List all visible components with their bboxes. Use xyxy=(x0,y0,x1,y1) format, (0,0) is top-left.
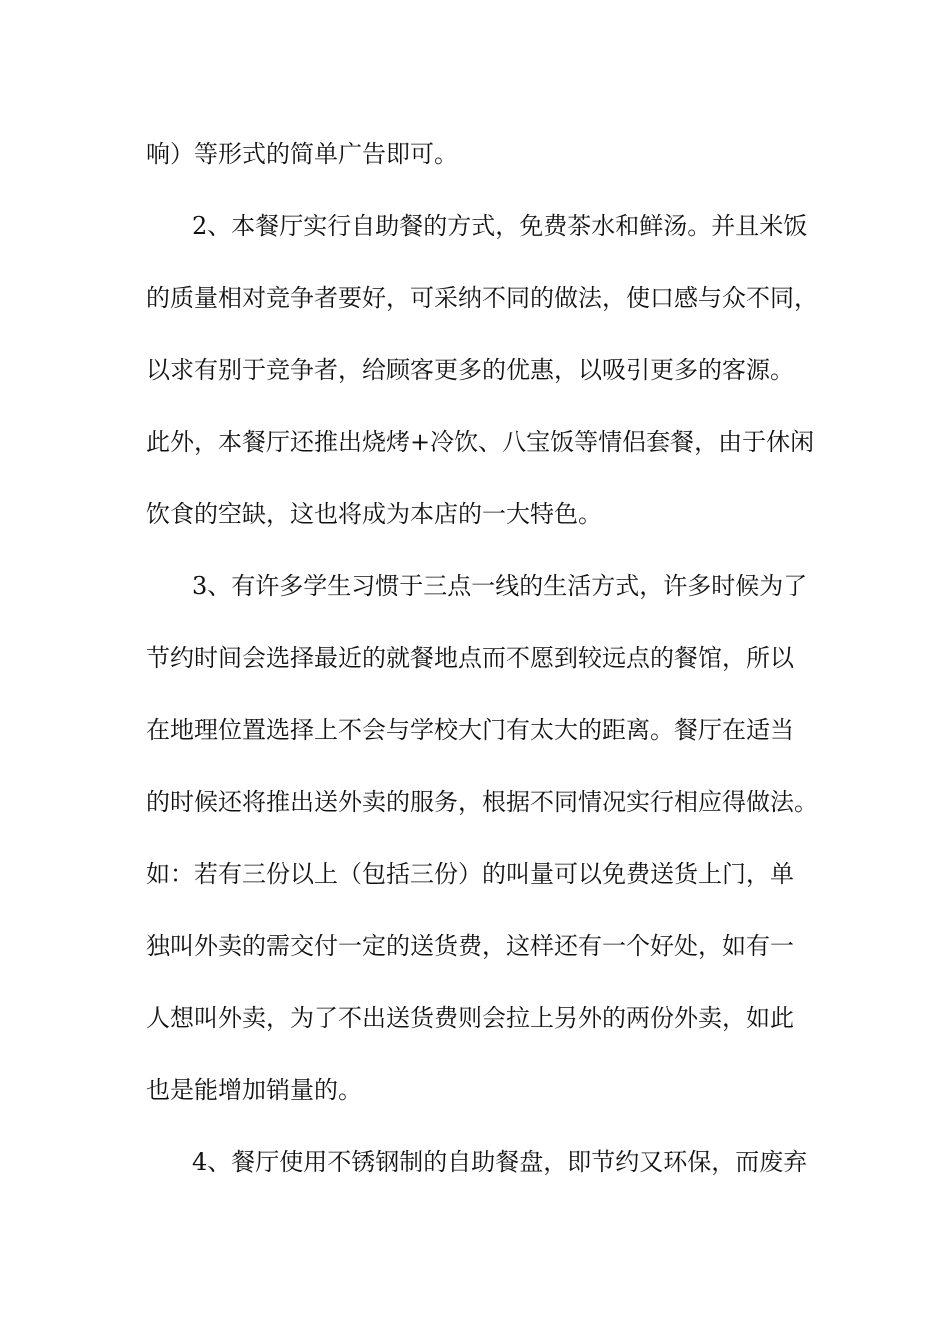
paragraph-4-line-1: 4、餐厅使用不锈钢制的自助餐盘，即节约又环保，而废弃 xyxy=(192,1148,808,1176)
paragraph-3-line-1: 3、有许多学生习惯于三点一线的生活方式，许多时候为了 xyxy=(192,572,808,600)
paragraph-3-line-7: 人想叫外卖，为了不出送货费则会拉上另外的两份外卖，如此 xyxy=(146,1004,794,1032)
paragraph-3-line-5: 如：若有三份以上（包括三份）的叫量可以免费送货上门，单 xyxy=(146,860,794,888)
paragraph-3-line-3: 在地理位置选择上不会与学校大门有太大的距离。餐厅在适当 xyxy=(146,716,794,744)
paragraph-2-line-2: 的质量相对竞争者要好，可采纳不同的做法，使口感与众不同， xyxy=(146,284,818,312)
paragraph-3-line-4: 的时候还将推出送外卖的服务，根据不同情况实行相应得做法。 xyxy=(146,788,818,816)
paragraph-2-line-5: 饮食的空缺，这也将成为本店的一大特色。 xyxy=(146,500,602,528)
paragraph-2-line-3: 以求有别于竞争者，给顾客更多的优惠，以吸引更多的客源。 xyxy=(146,356,794,384)
paragraph-2-line-4: 此外，本餐厅还推出烧烤+冷饮、八宝饭等情侣套餐，由于休闲 xyxy=(146,428,815,456)
paragraph-2-line-1: 2、本餐厅实行自助餐的方式，免费茶水和鲜汤。并且米饭 xyxy=(192,212,808,240)
paragraph-3-line-2: 节约时间会选择最近的就餐地点而不愿到较远点的餐馆，所以 xyxy=(146,644,794,672)
paragraph-3-line-6: 独叫外卖的需交付一定的送货费，这样还有一个好处，如有一 xyxy=(146,932,794,960)
text-line-1: 响）等形式的简单广告即可。 xyxy=(146,140,458,168)
paragraph-3-line-8: 也是能增加销量的。 xyxy=(146,1076,362,1104)
